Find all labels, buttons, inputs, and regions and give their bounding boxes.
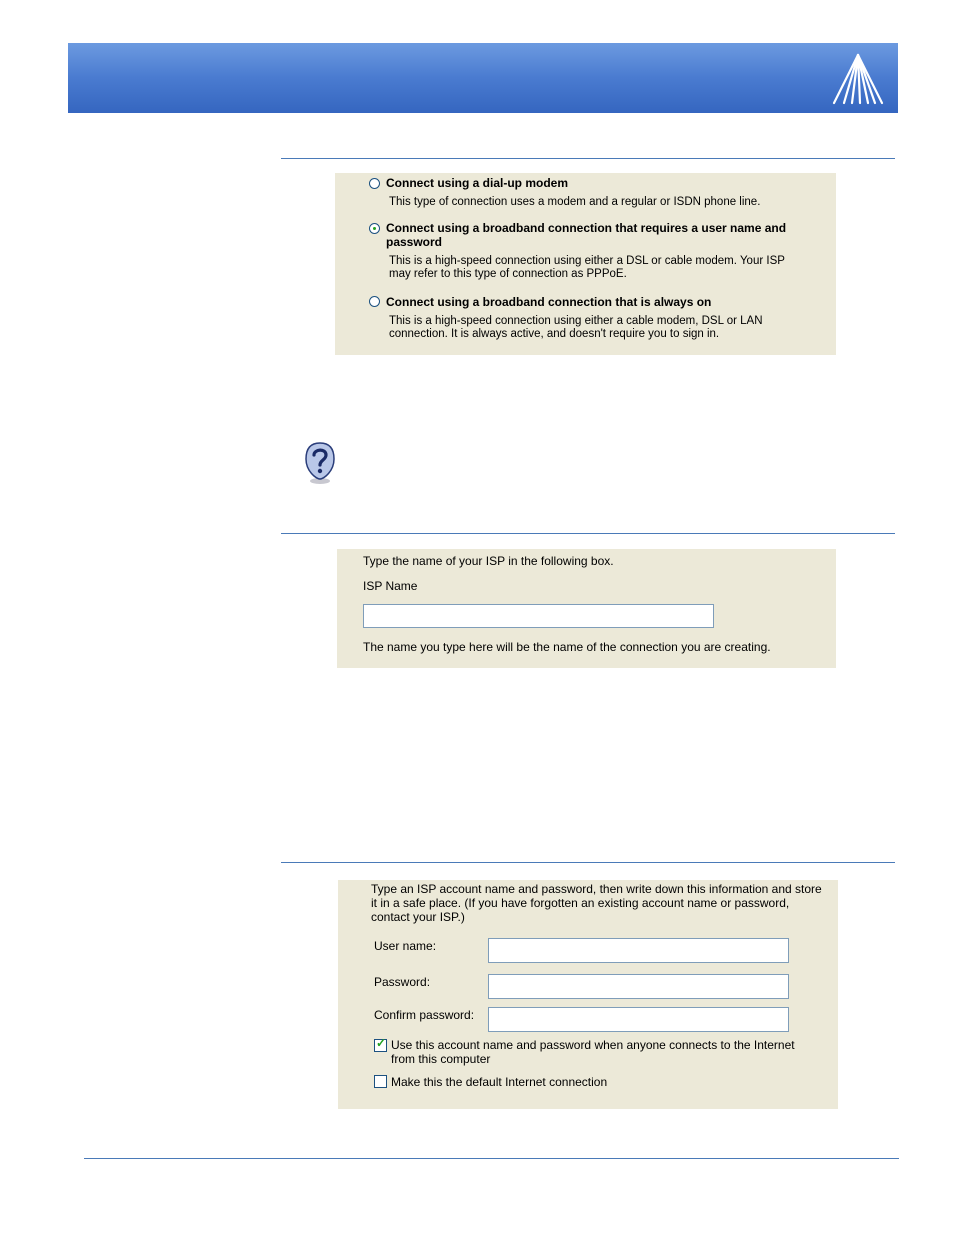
default-connection-label: Make this the default Internet connection [391,1075,608,1089]
use-for-anyone-label: Use this account name and password when anyone connects to the Internet from this computer [391,1038,795,1066]
confirm-password-input[interactable] [488,1007,789,1032]
account-intro: Type an ISP account name and password, then write down this information and store it in a safe place. (If you have forgotten an existing account name or password, contact your ISP.) [371,882,822,924]
isp-prompt: Type the name of your ISP in the following box. [363,554,614,568]
section-divider [281,158,895,159]
isp-name-input[interactable] [363,604,714,628]
header-banner [68,43,898,113]
footer-rule [84,1158,899,1159]
option-title-dialup: Connect using a dial-up modem [386,176,569,190]
option-desc-dialup: This type of connection uses a modem and a regular or ISDN phone line. [389,196,761,208]
password-label: Password: [374,975,431,989]
section-divider [281,862,895,863]
option-desc-broadband-pppoe: This is a high-speed connection using either a DSL or cable modem. Your ISP may refer to this type of connection as PPPoE. [389,255,785,280]
checkbox-use-for-anyone[interactable] [374,1039,387,1052]
radio-broadband-always-on[interactable] [369,296,380,307]
option-desc-always-on: This is a high-speed connection using either a cable modem, DSL or LAN connection. It is always active, and doesn't require you to sign in. [389,315,763,340]
password-input[interactable] [488,974,789,999]
option-title-broadband-pppoe: Connect using a broadband connection that requires a user name and password [386,221,787,249]
account-panel [338,880,838,1109]
option-title-always-on: Connect using a broadband connection that is always on [386,295,712,309]
user-name-label: User name: [374,939,437,953]
radio-broadband-pppoe[interactable] [369,223,380,234]
checkbox-default-connection[interactable] [374,1075,387,1088]
section-divider [281,533,895,534]
confirm-password-label: Confirm password: [374,1008,475,1022]
connection-type-panel [335,173,836,355]
isp-note: The name you type here will be the name of the connection you are creating. [363,640,771,654]
user-name-input[interactable] [488,938,789,963]
isp-name-panel [337,549,836,668]
brand-logo-icon [830,51,886,105]
isp-name-label: ISP Name [363,579,418,593]
radio-dialup[interactable] [369,178,380,189]
help-question-icon [304,441,336,485]
